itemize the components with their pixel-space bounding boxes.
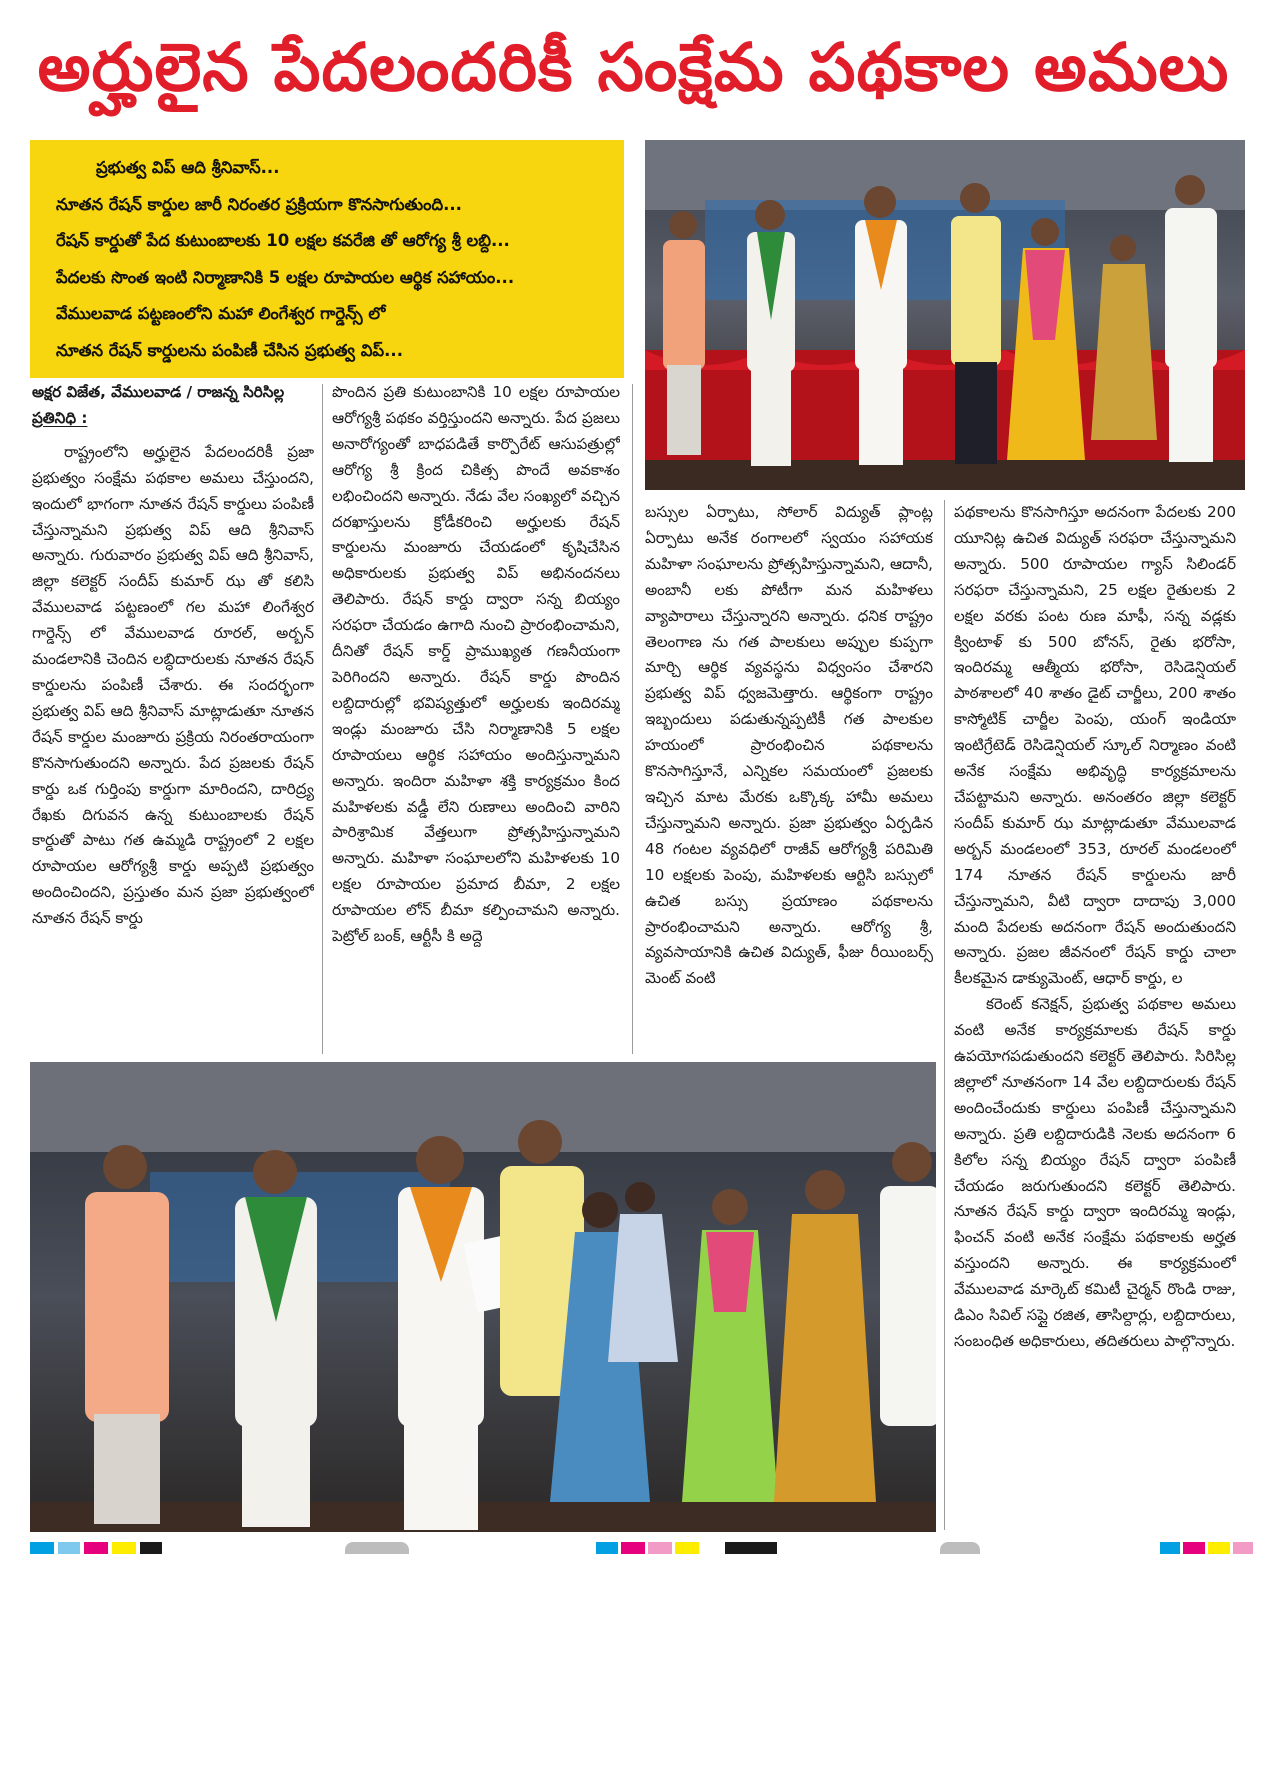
article-paragraph: కరెంట్ కనెక్షన్, ప్రభుత్వ పథకాల అమలు వంటి అనేక కార్యక్రమాలకు రేషన్ కార్డు ఉపయోగపడుతుందని కలెక్టర్ తెలిపారు. సిరిసిల్ల జిల్లాలో నూతనంగా 14 వేల లబ్దిదారులకు రేషన్ అందించేందుకు కార్డులు పంపిణీ చేస్తున్నామని అన్నారు. ప్రతి లబ్దిదారుడికి నెలకు అదనంగా 6 కిలోల సన్న బియ్యం రేషన్ ద్వారా పంపిణీ చేయడం జరుగుతుందని కలెక్టర్ తెలిపారు. నూతన రేషన్ కార్డు ద్వారా ఇందిరమ్మ ఇండ్లు, ఫించన్ వంటి అనేక సంక్షేమ పథకాలకు అర్హత వస్తుందని అన్నారు. ఈ కార్యక్రమంలో వేములవాడ మార్కెట్ కమిటీ చైర్మన్ రొండి రాజు, డిఎం సివిల్ సప్లై రజిత, తాసిల్దార్లు, లబ్దిదారులు, సంబంధిత అధికారులు, తదితరులు పాల్గొన్నారు. <box>954 995 1236 1350</box>
print-registration-bar <box>30 1542 162 1554</box>
page-headline: అర్హులైన పేదలందరికీ సంక్షేమ పథకాల అమలు <box>37 29 1230 106</box>
column-divider <box>322 384 323 1054</box>
highlight-line: వేములవాడ పట్టణంలోని మహా లింగేశ్వర గార్డెన్స్ లో <box>56 304 386 323</box>
event-photo-top-image <box>645 140 1245 490</box>
article-paragraph: పొందిన ప్రతి కుటుంబానికి 10 లక్షల రూపాయల ఆరోగ్యశ్రీ పథకం వర్తిస్తుందని అన్నారు. పేద ప్రజలు అనారోగ్యంతో బాధపడితే కార్పొరేట్ ఆసుపత్రుల్లో ఆరోగ్య శ్రీ క్రింద చికిత్స పొందే అవకాశం లభించిందని అన్నారు. నేడు వేల సంఖ్యలో వచ్చిన దరఖాస్తులను క్రోడీకరించి అర్హులకు రేషన్ కార్డులను మంజూరు చేయడంలో కృషిచేసిన అధికారులకు ప్రభుత్వ విప్ అభినందనలు తెలిపారు. రేషన్ కార్డు ద్వారా సన్న బియ్యం సరఫరా చేయడం ఉగాది నుంచి ప్రారంభించామని, దీనితో రేషన్ కార్డ్ ప్రాముఖ్యత గణనీయంగా పెరిగిందని అన్నారు. రేషన్ కార్డు పొందిన లబ్దిదారుల్లో భవిష్యత్తులో అర్హులకు ఇందిరమ్మ ఇండ్లు మంజూరు చేసి నిర్మాణానికి 5 లక్షల రూపాయలు ఆర్థిక సహాయం అందిస్తున్నామని అన్నారు. ఇందిరా మహిళా శక్తి కార్యక్రమం కింద మహిళలకు వడ్డీ లేని రుణాలు అందించి వారిని పారిశ్రామిక వేత్తలుగా ప్రోత్సహిస్తున్నామని అన్నారు. మహిళా సంఘాలలోని మహిళలకు 10 లక్షల రూపాయల ప్రమాద బీమా, 2 లక్షల రూపాయల లోన్ బీమా కల్పించామని అన్నారు. పెట్రోల్ బంక్, ఆర్టీసీ కి అద్దె <box>332 383 620 946</box>
event-photo-bottom-image <box>30 1062 936 1532</box>
print-registration-bar <box>1160 1542 1253 1554</box>
print-registration-bar <box>345 1542 409 1554</box>
highlight-box <box>30 140 624 378</box>
highlight-line: రేషన్ కార్డుతో పేద కుటుంబాలకు 10 లక్షల కవరేజి తో ఆరోగ్య శ్రీ లబ్ది... <box>56 231 510 250</box>
print-registration-bar <box>940 1542 980 1554</box>
article-paragraph: బస్సుల ఏర్పాటు, సోలార్ విద్యుత్ ప్లాంట్ల ఏర్పాటు అనేక రంగాలలో స్వయం సహాయక మహిళా సంఘాలను ప్రోత్సహిస్తున్నామని, ఆదానీ, అంబానీ లకు పోటీగా మన మహిళలు వ్యాపారాలు చేస్తున్నారని అన్నారు. ధనిక రాష్ట్రం తెలంగాణ ను గత పాలకులు అప్పుల కుప్పగా మార్చి ఆర్థిక వ్యవస్థను విధ్వంసం చేశారని ప్రభుత్వ విప్ ధ్వజమెత్తారు. ఆర్థికంగా రాష్ట్రం ఇబ్బందులు పడుతున్నప్పటికీ గత పాలకుల హయంలో ప్రారంభించిన పథకాలను కొనసాగిస్తూనే, ఎన్నికల సమయంలో ప్రజలకు ఇచ్చిన మాట మేరకు ఒక్కొక్క హామీ అమలు చేస్తున్నామని అన్నారు. ప్రజా ప్రభుత్వం ఏర్పడిన 48 గంటల వ్యవధిలో రాజీవ్ ఆరోగ్యశ్రీ పరిమితి 10 లక్షలకు పెంపు, మహిళలకు ఆర్టిసి బస్సులో ఉచిత బస్సు ప్రయాణం పథకాలను ప్రారంభించామని అన్నారు. ఆరోగ్య శ్రీ, వ్యవసాయానికి ఉచిత విద్యుత్, ఫీజు రీయింబర్స్ మెంట్ వంటి <box>645 503 933 988</box>
column-divider <box>632 384 633 1054</box>
byline <box>32 380 314 432</box>
event-photo-top <box>645 140 1245 490</box>
highlight-line: నూతన రేషన్ కార్డులను పంపిణీ చేసిన ప్రభుత్వ విప్... <box>56 340 403 360</box>
article-paragraph: రాష్ట్రంలోని అర్హులైన పేదలందరికీ ప్రజా ప్రభుత్వం సంక్షేమ పథకాల అమలు చేస్తుందని, ఇందులో భాగంగా నూతన రేషన్ కార్డులు పంపిణీ చేస్తున్నామని ప్రభుత్వ విప్ ఆది శ్రీనివాస్ అన్నారు. గురువారం ప్రభుత్వ విప్ ఆది శ్రీనివాస్, జిల్లా కలెక్టర్ సందీప్ కుమార్ ఝ తో కలిసి వేములవాడ పట్టణంలో గల మహా లింగేశ్వర గార్డెన్స్ లో వేములవాడ రూరల్, అర్బన్ మండలానికి చెందిన లబ్ధిదారులకు నూతన రేషన్ కార్డులను పంపిణీ చేశారు. ఈ సందర్భంగా ప్రభుత్వ విప్ ఆది శ్రీనివాస్ మాట్లాడుతూ నూతన రేషన్ కార్డుల మంజూరు ప్రక్రియ నిరంతరాయంగా కొనసాగుతుందని అన్నారు. పేద ప్రజలకు రేషన్ కార్డు ఒక గుర్తింపు కార్డుగా మారిందని, దారిద్ర్య రేఖకు దిగువన ఉన్న కుటుంబాలకు రేషన్ కార్డుతో పాటు గత ఉమ్మడి రాష్ట్రంలో 2 లక్షల రూపాయల ఆరోగ్యశ్రీ కార్డు అప్పటి ప్రభుత్వం అందించిందని, ప్రస్తుతం మన ప్రజా ప్రభుత్వంలో నూతన రేషన్ కార్డు <box>32 442 314 928</box>
byline-dateline: అక్షర విజేత, వేములవాడ / రాజన్న సిరిసిల్ల <box>32 383 285 401</box>
article-column-3 <box>645 500 933 1050</box>
byline-reporter: ప్రతినిధి : <box>32 408 88 427</box>
highlight-line: ప్రభుత్వ విప్ ఆది శ్రీనివాస్... <box>96 158 280 177</box>
article-column-2 <box>332 380 620 1060</box>
highlight-line: నూతన రేషన్ కార్డుల జారీ నిరంతర ప్రక్రియగా కొనసాగుతుంది... <box>56 194 462 214</box>
highlight-line: పేదలకు సొంత ఇంటి నిర్మాణానికి 5 లక్షల రూపాయల ఆర్థిక సహాయం... <box>56 267 515 287</box>
column-divider <box>944 500 945 1530</box>
article-paragraph: పథకాలను కొనసాగిస్తూ అదనంగా పేదలకు 200 యూనిట్ల ఉచిత విద్యుత్ సరఫరా చేస్తున్నామని అన్నారు. 500 రూపాయల గ్యాస్ సిలిండర్ సరఫరా చేస్తున్నామని, 25 లక్షల రైతులకు 2 లక్షల వరకు పంట రుణ మాఫీ, సన్న వడ్లకు క్వింటాళ్ కు 500 బోనస్, రైతు భరోసా, ఇందిరమ్మ ఆత్మీయ భరోసా, రెసిడెన్షియల్ పాఠశాలలో 40 శాతం డైట్ చార్జీలు, 200 శాతం కాస్మోటిక్ చార్జీల పెంపు, యంగ్ ఇండియా ఇంటిగ్రేటెడ్ రెసిడెన్షియల్ స్కూల్ నిర్మాణం వంటి అనేక సంక్షేమ అభివృద్ధి కార్యక్రమాలను చేపట్టామని అన్నారు. అనంతరం జిల్లా కలెక్టర్ సందీప్ కుమార్ ఝ మాట్లాడుతూ వేములవాడ అర్బన్ మండలంలో 353, రూరల్ మండలంలో 174 నూతన రేషన్ కార్డులను జారీ చేస్తున్నామని, వీటి ద్వారా దాదాపు 3,000 మంది పేదలకు అదనంగా రేషన్ అందుతుందని అన్నారు. ప్రజల జీవనంలో రేషన్ కార్డు చాలా కీలకమైన డాక్యుమెంట్, ఆధార్ కార్డు, ల <box>954 503 1236 988</box>
event-photo-bottom <box>30 1062 936 1532</box>
print-registration-bar <box>596 1542 777 1554</box>
article-column-1 <box>32 380 314 1050</box>
article-column-4 <box>954 500 1236 1790</box>
